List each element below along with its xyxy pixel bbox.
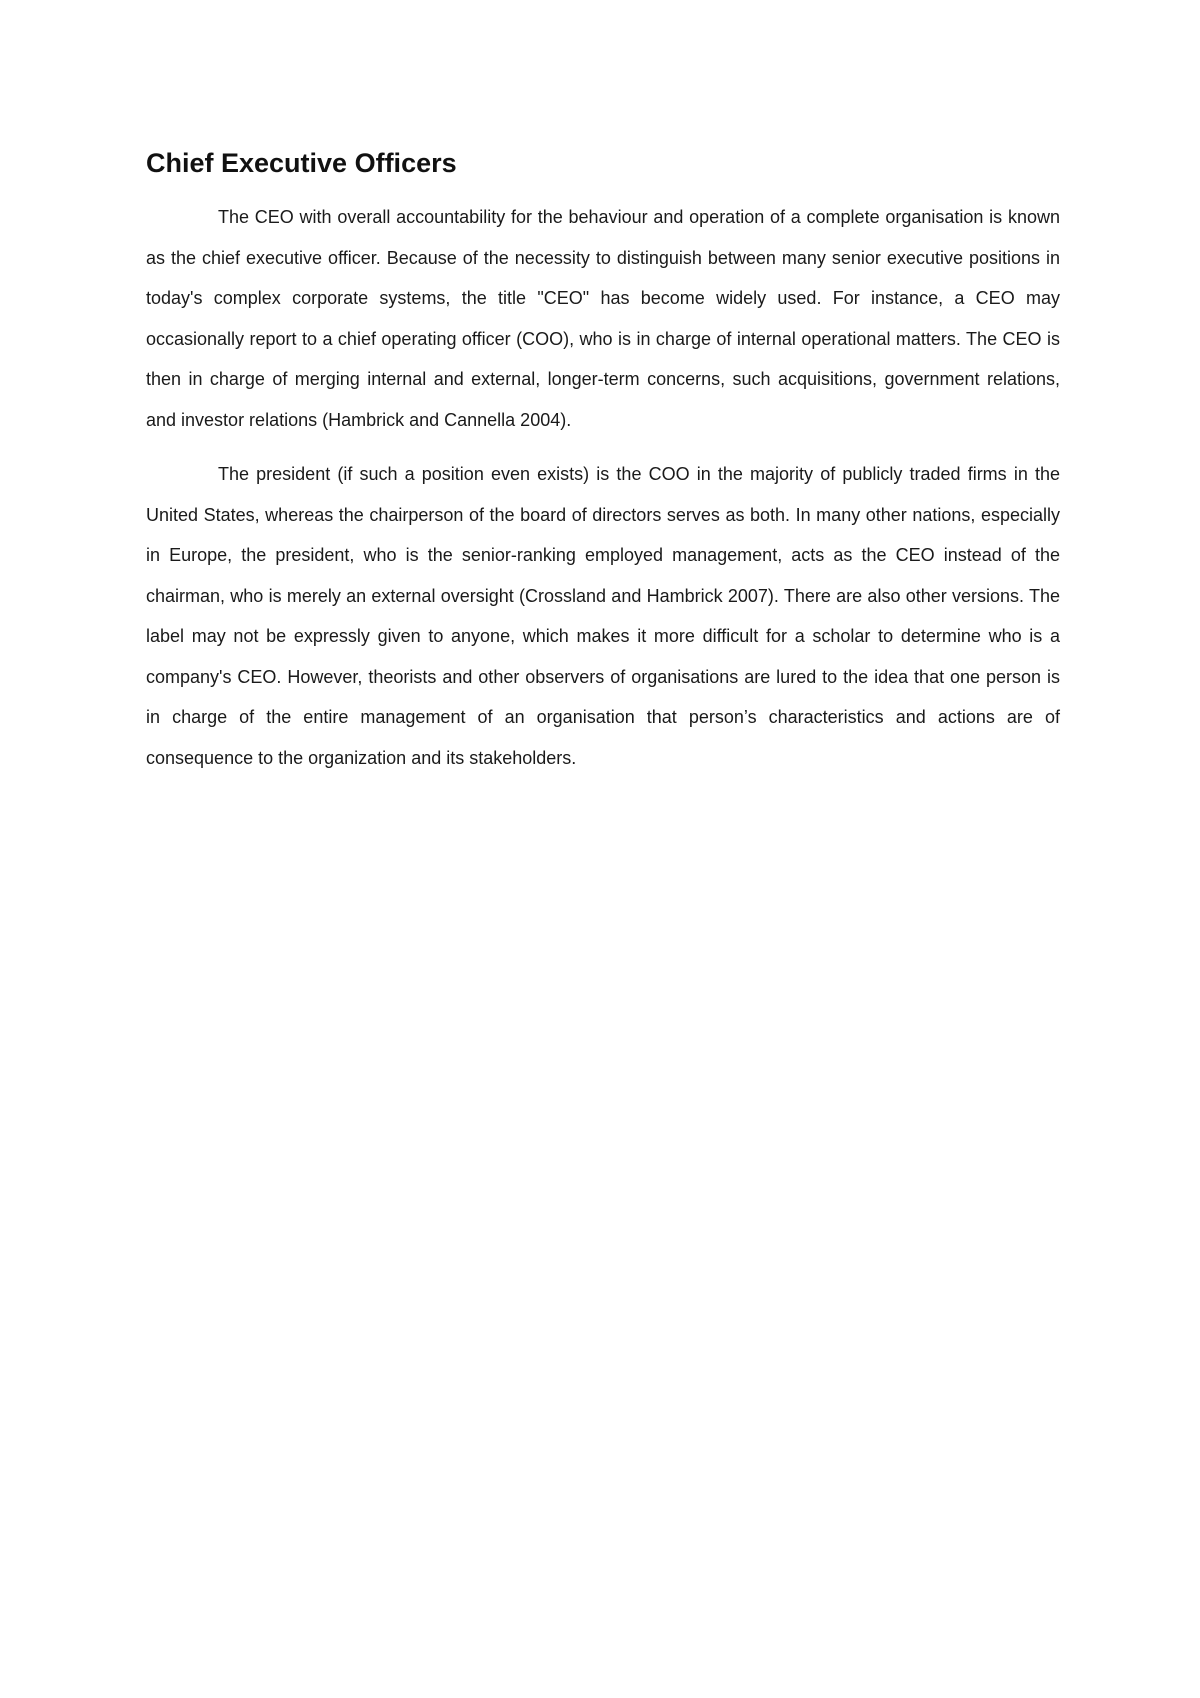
paragraph-1: The CEO with overall accountability for the behaviour and operation of a complete organisation is known as the chief executive officer. Because of the necessity to distinguish between many senior executive positions in today's complex corporate systems, the title "CEO" has become widely used. For instance, a CEO may occasionally report to a chief operating officer (COO), who is in charge of internal operational matters. The CEO is then in charge of merging internal and external, longer-term concerns, such acquisitions, government relations, and investor relations (Hambrick and Cannella 2004). (146, 207, 1060, 430)
paragraph-2: The president (if such a position even exists) is the COO in the majority of publicly traded firms in the United States, whereas the chairperson of the board of directors serves as both. In many other nations, especially in Europe, the president, who is the senior-ranking employed management, acts as the CEO instead of the chairman, who is merely an external oversight (Crossland and Hambrick 2007). There are also other versions. The label may not be expressly given to anyone, which makes it more difficult for a scholar to determine who is a company's CEO. However, theorists and other observers of organisations are lured to the idea that one person is in charge of the entire management of an organisation that person’s characteristics and actions are of consequence to the organization and its stakeholders. (146, 464, 1060, 768)
document-heading: Chief Executive Officers (146, 148, 457, 178)
document-body (146, 146, 1060, 792)
